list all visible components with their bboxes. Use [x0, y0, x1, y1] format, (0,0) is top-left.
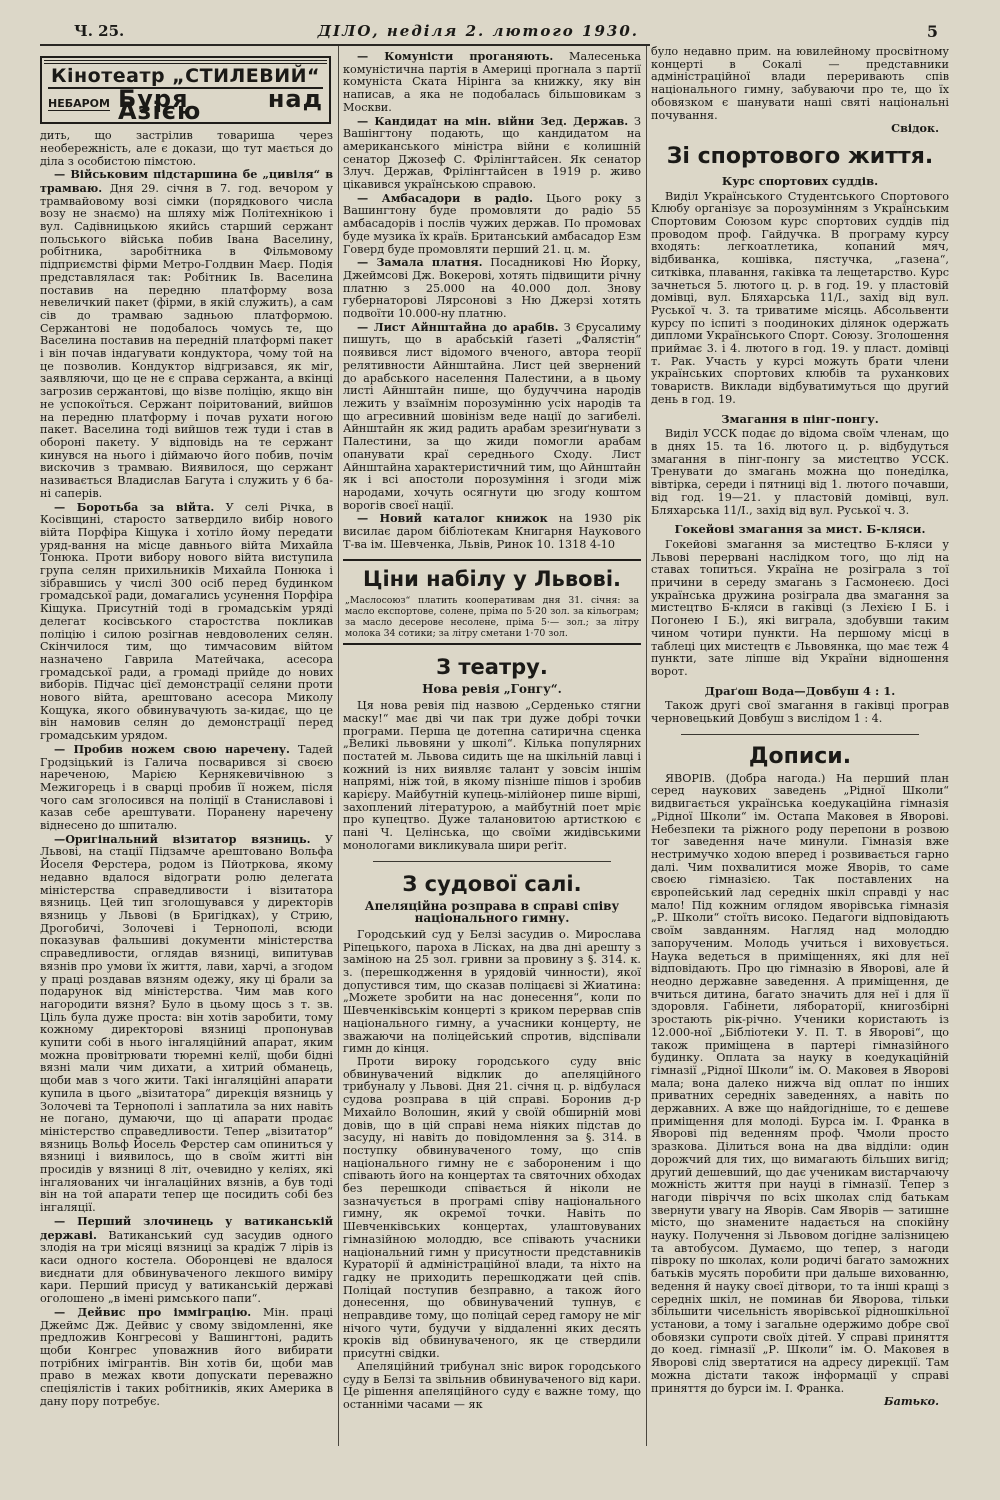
prices-text: „Маслосоюз“ платить кооперативам дня 31. січня: за масло експортове, солене, пріма по 5·20 зол. за кільограм; за масло десерове несолене, пріма 5·— зол.; за літру молока 34 сотики; за літру сметани 1·70 зол.: [345, 595, 639, 640]
film-title: Буря над Азією: [117, 84, 323, 126]
news-item-text: Малесенька комуністична партія в Америці прогнала з партії комуніста Ската Нірінга за книжку, яку він написав, а яка не подобалась більшовикам з Москви.: [343, 50, 641, 114]
column-3: [651, 46, 949, 1476]
news-item: [40, 833, 333, 1215]
match-text: Також другі свої змагання в гаківці програв черновецький Довбуш з вислідом 1 : 4.: [651, 699, 949, 726]
news-item-text: Дня 29. січня в 7. год. вечором у трамвайовому возі сімки (порядкового числа возу не знаємо) на шляху між Політехнікою і вул. Садівницькою якийсь старший сержант польського війська побив Івана Васелину, робітника, заробітника в Фільмовому підприємстві фірми Метро-Голдвин Маєр. Подія представлялася так: Робітник Ів. Васелина поставив на передню платформу воза невеличкий пакет (фірми, в якій служить), а сам сів до трамваю задньою платформою. Сержантові не подобалось чомусь те, що Васелина поставив на передній платформі пакет і він почав індагувати кондуктора, чому той на це позволив. Кондуктор відгризався, як міг, заявляючи, що це не є справа сержанта, а вкінці загрозив сержантові, що візве поліцію, якщо він не успокоїться. Сержант поіритований, вийшов на передню платформу і почав рухати ногою пакет. Васелина тоді вийшов теж туди і став в обороні пакету. У відповідь на те сержант кинувся на нього і діймаючо його побив, почім вискочив з трамваю. Виявилося, що сержант називається Владислав Багута і служить у 6 ба-ні саперів.: [40, 181, 333, 500]
page-number: 5: [926, 22, 938, 41]
signature: Батько.: [884, 1394, 939, 1409]
news-item-heading: — Перший злочинець у ватиканській державі.: [40, 1213, 333, 1242]
news-item-text: дить, що застрілив товариша через необережність, але є докази, що тут мається до діла з особистою пімстою.: [40, 129, 333, 168]
news-item-text: Мін. праці Джеймс Дж. Дейвис у свому звідомленні, яке предложив Конгресові у Вашингтоні, радить щоби Конгрес уповажнив його вибирати потрібних імігрантів. Він хотів би, щоби мав право в межах квоти допускати переважно спеціялістів і таких робітників, яких Америка в дану пору потребує.: [40, 1305, 333, 1408]
news-item: [343, 321, 641, 513]
court-subheading: Апеляційна розправа в справі співу національного гимну.: [364, 898, 620, 926]
news-item-heading: — Лист Айнштайна до арабів.: [357, 319, 559, 334]
news-item: [343, 50, 641, 115]
news-list: [343, 50, 641, 551]
match-result: Драґош Вода—Довбуш 4 : 1.: [704, 683, 896, 698]
news-item: [343, 256, 641, 321]
news-item: [343, 115, 641, 192]
news-item-text: У селі Річка, в Косівщині, старосто затвердило вибір нового війта Порфіра Кіщука і хотіло йому передати уряд-вання на місце давнього війта Михайла Тонюка. Проти вибору нового війта виступила група селян прихильників Михайла Понюка і зібравшись у числі 300 осіб перед будинком громадської ради, домагались усунення Порфіра Кіщука. Присутній тоді в громадськім уряді делегат косівського старостства покликав поліцію і силою розігнав невдоволених селян. Скінчилося тим, що тимчасовим війтом назначено Гаврила Матейчака, асесора громадської ради, а громаді прийде до нових виборів. Підчас цієї демонстрації селяни проти нового війта, арештовано асесора Миколу Кощука, якого обвинувачують за-кидає, що це він намовив селян до демонстрації перед громадським урядом.: [40, 500, 333, 743]
section-rule: [681, 734, 919, 735]
pingpong-subheading: Змагання в пінг-понгу.: [721, 411, 879, 426]
news-item-text: З Єрусалиму пишуть, що в арабській ґазеті „Фалястін“ появився лист відомого вченого, автора теорії релятивности Айнштайна. Лист цей звернений до арабського населення Палестини, а в цьому листі Айнштайн пише, що будуччина народів лежить у взаїмнім порозумінню усіх народів та що агресивний шовінізм веде нації до загибелі. Айнштайн як жид радить арабам зрезиґнувати з Палестини, за що жиди помогли арабам опанувати краї середнього Сходу. Лист Айнштайна характеристичний тим, що Айнштайн як і всі апостоли порозуміння і згоди між народами, хочуть осягнути цю згоду коштом ворогів своєї нації.: [343, 320, 641, 512]
running-head: [40, 22, 645, 42]
news-item-text: Ватиканський суд засудив одного злодія на три місяці вязниці за крадіж 7 лірів із каси одного костела. Оборонцеві не вдалося виєднати для обвинуваченого лекшого виміру кари. Перший присуд у ватиканській державі оголошено „в імені римського папи“.: [40, 1228, 333, 1306]
news-item-heading: — Військовим підстаршина бе „цивіля“ в трамваю.: [40, 167, 333, 195]
course-text: Виділ Українського Студентського Спортового Клюбу організує за порозумінням з Українським Спортовим Союзом курс спортових суддів під проводом проф. Гайдучка. В програму курсу входять: легкоатлетика, копаний мяч, відбиванка, кошівка, пястучка, „газена“, ситківка, плавання, гаківка та лещетарство. Курс зачнеться 5. лютого ц. р. в год. 19. у пластовій домівці, вул. Бляхарська 11/І., захід від вул. Руської ч. 3. та триватиме місяць. Абсольвенти курсу по іспиті з поодиноких ділянок одержать дипломи Українського Спорт. Союзу. Зголошення приймає 3. і 4. лютого в год. 19. у пласт. домівці т. Рак. Участь у курсі можуть брати члени українських спортових клюбів та руханкових товариств. Виклади відбуватимуться що другий день в год. 19.: [651, 189, 949, 406]
theatre-subheading: Нова ревія „Гонгу“.: [422, 682, 562, 697]
reports-heading: Дописи.: [748, 743, 852, 769]
news-item-heading: — Пробив ножем свою наречену.: [54, 741, 290, 756]
continued-text: було недавно прим. на ювилейному просвітному концерті в Сокалі — представники адміністраційної влади переривають спів національного гимну, забуваючи про те, що їх обовязком є шанувати наші святі національні почування.: [651, 46, 949, 122]
news-item-heading: — Боротьба за війта.: [54, 499, 215, 514]
news-item-text: Тадей Гродзіцький із Галича посварився зі своєю нареченою, Марією Кернякевичівною з Межигорець і в сварці пробив її ножем, після чого сам зголосився на поліції в Станиславові і казав себе арештувати. Поранену наречену віднесено до шпиталю.: [40, 742, 333, 833]
column-divider: [646, 46, 647, 1446]
news-item-text: Цього року з Вашингтону буде промовляти до радіо 55 амбасадорів і послів чужих держав. По промовах буде музика їх країв. Британський амбасадор Езм Говерд буде промовляти перший 21. ц. м.: [343, 191, 641, 256]
news-item-heading: — Новий каталог книжок: [357, 511, 548, 526]
news-item-text: на 1930 рік висилає даром бібліотекам Книгарня Наукового Т-ва ім. Шевченка, Львів, Ринок 10. 1318 4-10: [343, 512, 641, 551]
column-1: [40, 50, 333, 1480]
column-divider: [338, 46, 339, 1446]
cinema-title: Кінотеатр „СТИЛЕВИЙ“: [48, 70, 323, 89]
news-item-heading: — Амбасадори в радіо.: [357, 190, 533, 205]
court-paragraph: Проти вироку городського суду вніс обвинувачений відклик до апеляційного трибуналу у Львові. Дня 21. січня ц. р. відбулася судова розправа в цій справі. Боронив д-р Михайло Волошин, який у своїй обширній мові довів, що в цій справі нема ніяких підстав до засуду, ні навіть до повідомлення за §. 314. в поступку обвинуваченого тому, що спів національного гимну не є забороненим і що співають його на концертах та святочних обходах без перешкоди співається й ніколи не зазначується в програмі співу національного гимну, як окремої точки. Навіть по Шевченківських концертах, улаштовуваних гімназійною молоддю, все співають учасники національний гимн у присутности представників Кураторії й адміністраційної влади, та ніхто на гадку не приходить перешкоджати цей спів. Поліцай поступив безправно, а також його донесення, що обвинувачений тупнув, є неправдиве тому, що поліцай серед гамору не міг нічого чути, будучи у віддаленні яких десять кроків від обвинуваченого, як це ствердили присутні свідки.: [343, 1055, 641, 1361]
court-heading: З судової салі.: [402, 871, 582, 896]
court-paragraph: Апеляційний трибунал зніс вирок городського суду в Белзі та звільнив обвинуваченого від кари. Це рішення апеляційного суду є важне тому, що останніми часами — як: [343, 1359, 641, 1411]
news-item-heading: — Кандидат на мін. війни Зед. Держав.: [357, 113, 629, 128]
hockey-text: Гокейові змагання за мистецтво Б-кляси у Львові перервані наслідком того, що лід на ставах топиться. Україна не розіграла з тої причини в середу змагань з Гасмонеєю. Досі українська дружина розіграла два змагання за мистецтво Б-кляси в гаківці (з Лехією І Б. і Погонею І Б.), які виграла, здобувши таким чином чотири пункти. На першому місці в таблеці цих мистецтв є Львовянка, що має теж 4 пункти, зате ліпше від України відношення ворот.: [651, 537, 949, 678]
news-item: [40, 743, 333, 833]
court-paragraph: Городський суд у Белзі засудив о. Мирослава Ріпецького, пароха в Лісках, на два дні арешту з заміною на 25 зол. гривни за провину з §. 314. к. з. (перешкодження в урядовій чинности), якої допустився тим, що сказав поліцаєві зі Жиатина: „Можете зробити на нас донесення“, коли по Шевченківськім концерті з криком перервав спів національного гимну, а учасники концерту, не зважаючи на поліцейський спротив, відспівали гимн до кінця.: [343, 927, 641, 1056]
news-item: [343, 192, 641, 257]
news-list: [40, 130, 333, 1408]
dairy-prices-box: [343, 559, 641, 645]
section-rule: [373, 861, 611, 862]
hockey-subheading: Гокейові змагання за мист. Б-кляси.: [674, 522, 926, 537]
theatre-text: Ця нова ревія під назвою „Серденько стягни маску!“ має дві чи пак три дуже добрі точки програми. Перша це дотепна сатирична сценка „Великі львовяни у школі“. Кілька популярних постатей м. Львова сидить ще на шкільній лавці і кожний із них виявляє талант у зовсім іншім напрямі, ніж той, в якому пізніше пішов і зробив карієру. Майбутній купець-мілійонер пише вірші, захоплений літературою, а майбутній поет мріє про купецтво. Дуже талановитою артисткою є пані Ч. Целінська, що своїми жидівськими монологами викликувала шири реґіт.: [343, 699, 641, 852]
sport-heading: Зі спортового життя.: [666, 143, 934, 169]
header-rule: [40, 44, 650, 46]
news-item: [40, 130, 333, 168]
news-item: [40, 501, 333, 743]
news-item-heading: — Замала платня.: [357, 255, 483, 270]
course-subheading: Курс спортових суддів.: [721, 173, 879, 188]
news-item: [40, 1306, 333, 1409]
masthead-date: ДІЛО, неділя 2. лютого 1930.: [317, 22, 639, 40]
part-number: Ч. 25.: [74, 22, 125, 40]
news-item-text: У Львові, на стації Підзамче арештовано Вольфа Йоселя Ферстера, родом із Пйотркова, якому недавно вдалося відограти ролю делегата міністерства справедливости і візитатора вязниць. Цей тип зголошувався у директорів вязниць у Львові (в Бригідках), у Стрию, Дрогобичі, Золочеві і Тернополі, всюди показував фальшиві документи міністерства справедливости, оглядав вязниці, випитував вязнів про умови їх життя, лави, харчі, а згодом у праці роздавав вязням одежу, яку ці брали за подарунок від міністерства. Чим мав кого нагородити вязня? Було в цьому щось з т. зв. Ціль була дуже проста: він хотів заробити, тому кожному директорові вязниці пропонував купити собі в нього інгаляційний апарат, яким можна провітрювати тюремні келії, щоби бідні вязні мали чим дихати, а хитрий обманець, щоби мав з чого жити. Такі інгаляційні апарати купила в цього „візитатора“ дирекція вязниць у Золочеві та Тернополі і заплатила за них навіть не погано, думаючи, що ці апарати продає міністерство справедливости. Тепер „візитатор“ вязниць Вольф Йосель Ферстер сам опиниться у вязниці і виявилось, що в своїм житті він просидів у вязниці 8 літ, очевидно у келіях, які інгаляованих чи інгалаційних вязнів, а був тоді він на той апарати тепер ще посидить собі без інгаляції.: [40, 832, 333, 1215]
cinema-ad: [40, 56, 331, 124]
pingpong-text: Виділ УССК подає до відома своїм членам, що в днях 15. та 16. лютого ц. р. відбудуться змагання в пінг-понгу за мистецтво УССК. Тренувати до змагань можна що понеділка, вівтірка, середи і пятниці від 1. лютого почавши, від год. 19—21. у пластовій домівці, вул. Бляхарська 11/І., захід від вул. Руської ч. 3.: [651, 427, 949, 517]
news-item-heading: —Оригінальний візитатор вязниць.: [54, 831, 311, 846]
news-item-heading: — Дейвис про імміграцію.: [54, 1304, 252, 1319]
column-2: [343, 50, 641, 1480]
reports-text: ЯВОРІВ. (Добра нагода.) На перший план серед наукових заведень „Рідної Школи“ видвигається українська коедукаційна гімназія „Рідної Школи“ ім. Остапа Маковея в Яворові. Небезпеки та ріжного роду перепони в розвою тог заведення наче минули. Гімназія вже нестримучко ходою вперед і розвивається гарно далі. Чим похвалитися може Яворів, то саме своєю гімназією. Так поставлених на європейський лад середніх шкіл справді у нас мало! Під кожним оглядом яворівська гімназія „Р. Школи“ стоїть високо. Педагоги відповідають своїм завданням. Нагляд над молоддю запорученим. Молодь учиться і виховується. Наука ведеться в приміщеннях, які для неї відповідають. Про цю гімназію в Яворові, але й неодно державне заведення. А приміщення, де вчиться дитина, багато значить для неї і для її здоровля. Габінети, лябораторії, книгозбірні зростають рік-річно. Ученики користають із 12.000-ної „Бібліотеки У. П. Т. в Яворові“, що також приміщена в партері гімназійного будинку. Оплата за науку в коедукаційній гімназії „Рідної Школи“ ім. О. Маковея в Яворові мала; вона далеко нижча від оплат по інших приватних середніх заведеннях, а навіть по державних. А вже що найдогідніше, то є дешеве приміщення для молоді. Бурса ім. І. Франка в Яворові під веденням проф. Чмоли просто зразкова. Ділиться вона на два відділи: один дорожчий для тих, що вимагають більших вигід; другий дешевший, що дає ученикам вистарчаючу можність життя при науці в гімназії. Тепер з нагоди півріччя по всіх школах слід батькам звернути увагу на Яворів. Сам Яворів — затишне місто, що знамените надається на спокійну науку. Получення зі Львовом догідне залізницею та автобусом. Думаємо, що тепер, з нагоди півроку по школах, коли родичі багато заможних батьків мусять поробити при дальше вихованню, ведення й науку своєї дітвори, то та інші кращі з середніх шкіл, не поминав би Яворова, тільки збільшити чисельність яворівської рідношкільної установи, а тому і загальне одержимо добре свої обовязки супроти своїх дітей. У справі приняття до коед. гімназії „Р. Школи“ ім. О. Маковея в Яворові слід звертатися на адресу дирекції. Там можна дістати також інформації у справі приняття до бурси ім. І. Франка.: [651, 771, 949, 1395]
theatre-heading: З театру.: [436, 655, 548, 680]
news-item-heading: — Комуністи проганяють.: [357, 50, 554, 63]
ad-label: НЕБАРОМ: [48, 96, 110, 110]
prices-heading: Ціни набілу у Львові.: [362, 567, 622, 592]
news-item: [40, 168, 333, 500]
signature: Свідок.: [891, 121, 939, 136]
news-item-text: Посадникові Ню Йорку, Джеймсові Дж. Вокерові, хотять підвищити річну платню з 25.000 на 40.000 дол. Знову губернаторові Лярсонові з Ню Джерзі хотять подвоїти 10.000-ну платню.: [343, 256, 641, 321]
news-item: [343, 512, 641, 551]
news-item-text: З Вашінгтону подають, що кандидатом на американського міністра війни є колишній сенатор Джозеф С. Фрілінгтайсен. Як сенатор Злуч. Держав, Фрілінгтайсен в 1919 р. живо цікавився українською справою.: [343, 114, 641, 192]
news-item: [40, 1215, 333, 1306]
